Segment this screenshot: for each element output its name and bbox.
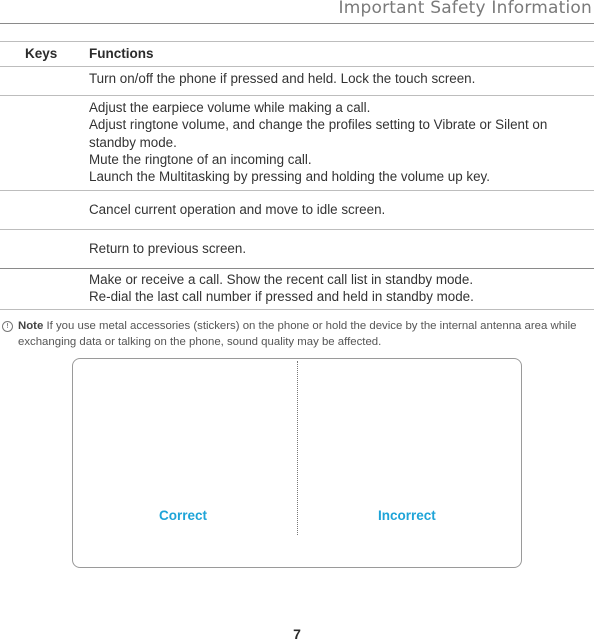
header-divider [0, 23, 594, 24]
table-row [0, 230, 594, 269]
table-row [0, 96, 594, 191]
function-line: Launch the Multitasking by pressing and holding the volume up key. [89, 169, 490, 185]
keys-table [0, 41, 594, 310]
functions-cell [89, 201, 588, 218]
note-label: Note [18, 320, 44, 332]
functions-column-header: Functions [89, 46, 154, 61]
function-line: Return to previous screen. [89, 241, 247, 256]
function-line: Make or receive a call. Show the recent call list in standby mode. [89, 272, 474, 287]
note-text [18, 318, 592, 350]
table-row [0, 67, 594, 96]
header-title: Important Safety Information [338, 0, 592, 18]
table-row [0, 269, 594, 310]
function-line: Re-dial the last call number if pressed and held in standby mode. [89, 289, 474, 305]
info-circle-icon: ! [2, 321, 13, 332]
function-line: Cancel current operation and move to idle screen. [89, 202, 386, 217]
function-line: Adjust the earpiece volume while making a call. [89, 100, 371, 115]
function-line: Turn on/off the phone if pressed and held. Lock the touch screen. [89, 71, 476, 86]
functions-cell [89, 70, 588, 87]
note-body: If you use metal accessories (stickers) on the phone or hold the device by the internal antenna area while exchanging data or talking on the phone, sound quality may be affected. [18, 320, 577, 348]
keys-column-header: Keys [25, 46, 58, 61]
page-number: 7 [293, 626, 301, 642]
table-header-row [0, 41, 594, 67]
table-row [0, 191, 594, 230]
function-line: Mute the ringtone of an incoming call. [89, 151, 312, 167]
functions-cell [89, 99, 588, 185]
incorrect-label: Incorrect [378, 508, 436, 523]
antenna-figure [72, 358, 522, 568]
figure-divider [297, 361, 298, 535]
functions-cell [89, 240, 588, 257]
correct-label: Correct [159, 508, 208, 523]
function-line: Adjust ringtone volume, and change the profiles setting to Vibrate or Silent on standby mode. [89, 117, 548, 150]
functions-cell [89, 271, 588, 306]
